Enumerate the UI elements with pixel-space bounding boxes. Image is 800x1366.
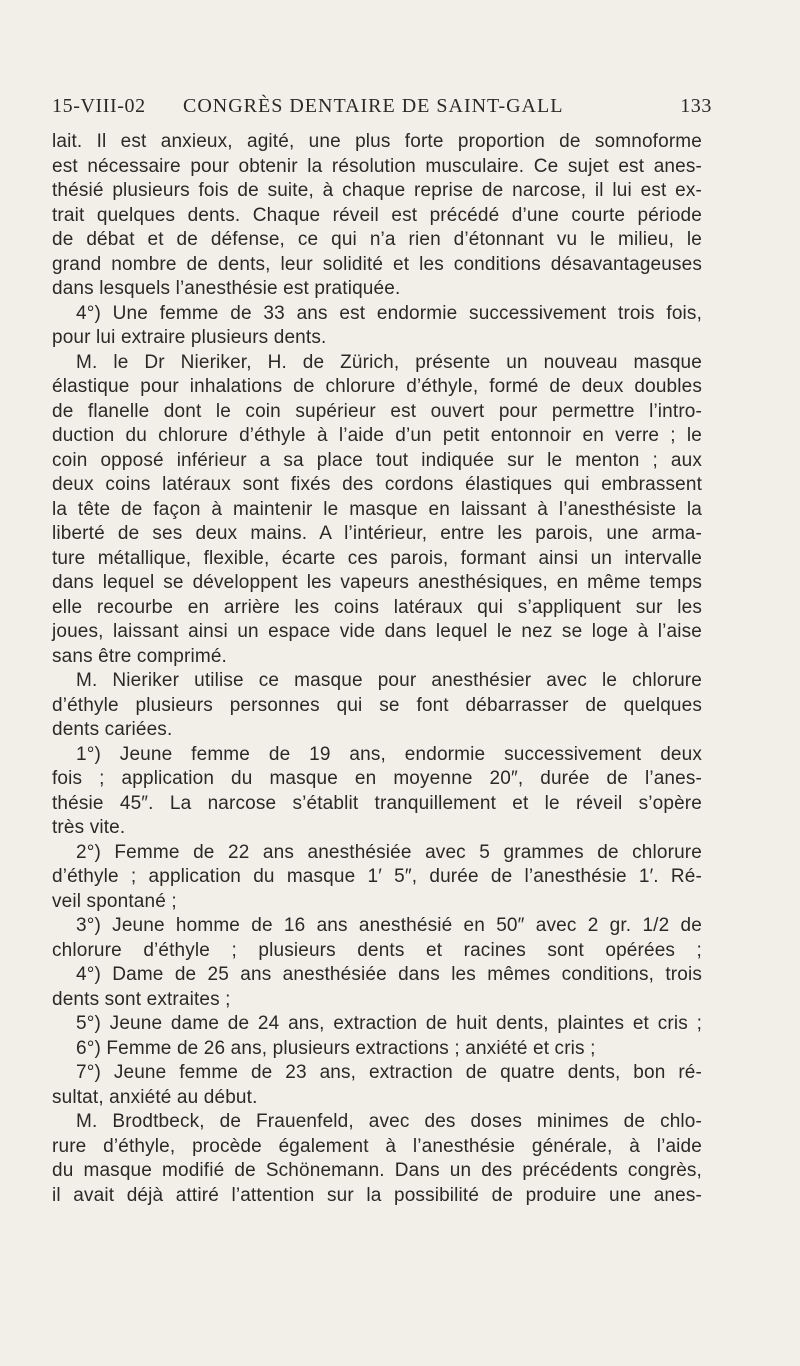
text-line: d’éthyle ; application du masque 1′ 5″, durée de l’anesthésie 1′. Ré-: [52, 866, 702, 887]
text-line: la tête de façon à maintenir le masque en laissant à l’anesthésiste la: [52, 498, 702, 520]
text-line: thésie 45″. La narcose s’établit tranquillement et le réveil s’opère: [52, 792, 702, 814]
running-header: [52, 95, 712, 123]
text-line: 4°) Une femme de 33 ans est endormie successivement trois fois,: [76, 302, 702, 324]
text-line: M. Nieriker utilise ce masque pour anesthésier avec le chlorure: [76, 670, 702, 691]
text-line: dans lequel se développent les vapeurs anesthésiques, en même temps: [52, 572, 702, 593]
text-line: duction du chlorure d’éthyle à l’aide d’un petit entonnoir en verre ; le: [52, 425, 702, 446]
text-line: deux coins latéraux sont fixés des cordons élastiques qui embrassent: [52, 474, 702, 495]
header-date: 15-VIII-02: [52, 95, 146, 117]
text-line: de flanelle dont le coin supérieur est ouvert pour permettre l’intro-: [52, 400, 702, 422]
text-line: très vite.: [52, 817, 126, 838]
text-line: 6°) Femme de 26 ans, plusieurs extractions ; anxiété et cris ;: [76, 1037, 596, 1059]
text-line: trait quelques dents. Chaque réveil est précédé d’une courte période: [52, 204, 702, 226]
text-line: grand nombre de dents, leur solidité et les conditions désavantageuses: [52, 253, 702, 275]
text-line: coin opposé inférieur a sa place tout indiquée sur le menton ; aux: [52, 449, 702, 471]
text-line: du masque modifié de Schönemann. Dans un des précédents congrès,: [52, 1160, 702, 1181]
text-line: dents cariées.: [52, 719, 173, 740]
text-line: 5°) Jeune dame de 24 ans, extraction de huit dents, plaintes et cris ;: [76, 1013, 702, 1034]
text-line: est nécessaire pour obtenir la résolution musculaire. Ce sujet est anes-: [52, 155, 702, 177]
page-number: 133: [680, 95, 712, 117]
text-line: 1°) Jeune femme de 19 ans, endormie successivement deux: [76, 743, 702, 765]
text-line: rure d’éthyle, procède également à l’anesthésie générale, à l’aide: [52, 1135, 702, 1157]
text-line: fois ; application du masque en moyenne 20″, durée de l’anes-: [52, 768, 702, 789]
text-line: joues, laissant ainsi un espace vide dans lequel le nez se loge à l’aise: [52, 621, 702, 642]
text-line: d’éthyle plusieurs personnes qui se font débarrasser de quelques: [52, 694, 702, 716]
text-line: il avait déjà attiré l’attention sur la possibilité de produire une anes-: [52, 1184, 702, 1206]
text-line: veil spontané ;: [52, 890, 177, 912]
text-line: 7°) Jeune femme de 23 ans, extraction de quatre dents, bon ré-: [76, 1062, 702, 1083]
text-line: 3°) Jeune homme de 16 ans anesthésié en 50″ avec 2 gr. 1/2 de: [76, 915, 702, 936]
text-line: 4°) Dame de 25 ans anesthésiée dans les mêmes conditions, trois: [76, 964, 702, 985]
text-line: elle recourbe en arrière les coins latéraux qui s’appliquent sur les: [52, 596, 702, 618]
text-line: thésié plusieurs fois de suite, à chaque reprise de narcose, il lui est ex-: [52, 180, 702, 201]
text-line: 2°) Femme de 22 ans anesthésiée avec 5 grammes de chlorure: [76, 841, 702, 863]
text-line: sultat, anxiété au début.: [52, 1086, 258, 1108]
text-line: pour lui extraire plusieurs dents.: [52, 327, 327, 348]
text-line: M. le Dr Nieriker, H. de Zürich, présente un nouveau masque: [76, 351, 702, 373]
text-line: dans lesquels l’anesthésie est pratiquée.: [52, 278, 401, 299]
text-line: M. Brodtbeck, de Frauenfeld, avec des doses minimes de chlo-: [76, 1111, 702, 1132]
text-line: liberté de ses deux mains. A l’intérieur, entre les parois, une arma-: [52, 523, 702, 544]
text-line: de débat et de défense, ce qui n’a rien d’étonnant vu le milieu, le: [52, 229, 702, 250]
header-title: CONGRÈS DENTAIRE DE SAINT-GALL: [183, 95, 564, 117]
body-text: [52, 130, 702, 1208]
text-line: dents sont extraites ;: [52, 988, 231, 1010]
text-line: élastique pour inhalations de chlorure d’éthyle, formé de deux doubles: [52, 376, 702, 397]
text-line: ture métallique, flexible, écarte ces parois, formant ainsi un intervalle: [52, 547, 702, 569]
text-line: sans être comprimé.: [52, 645, 227, 667]
text-line: chlorure d’éthyle ; plusieurs dents et racines sont opérées ;: [52, 939, 702, 961]
text-line: lait. Il est anxieux, agité, une plus forte proportion de somnoforme: [52, 131, 702, 152]
